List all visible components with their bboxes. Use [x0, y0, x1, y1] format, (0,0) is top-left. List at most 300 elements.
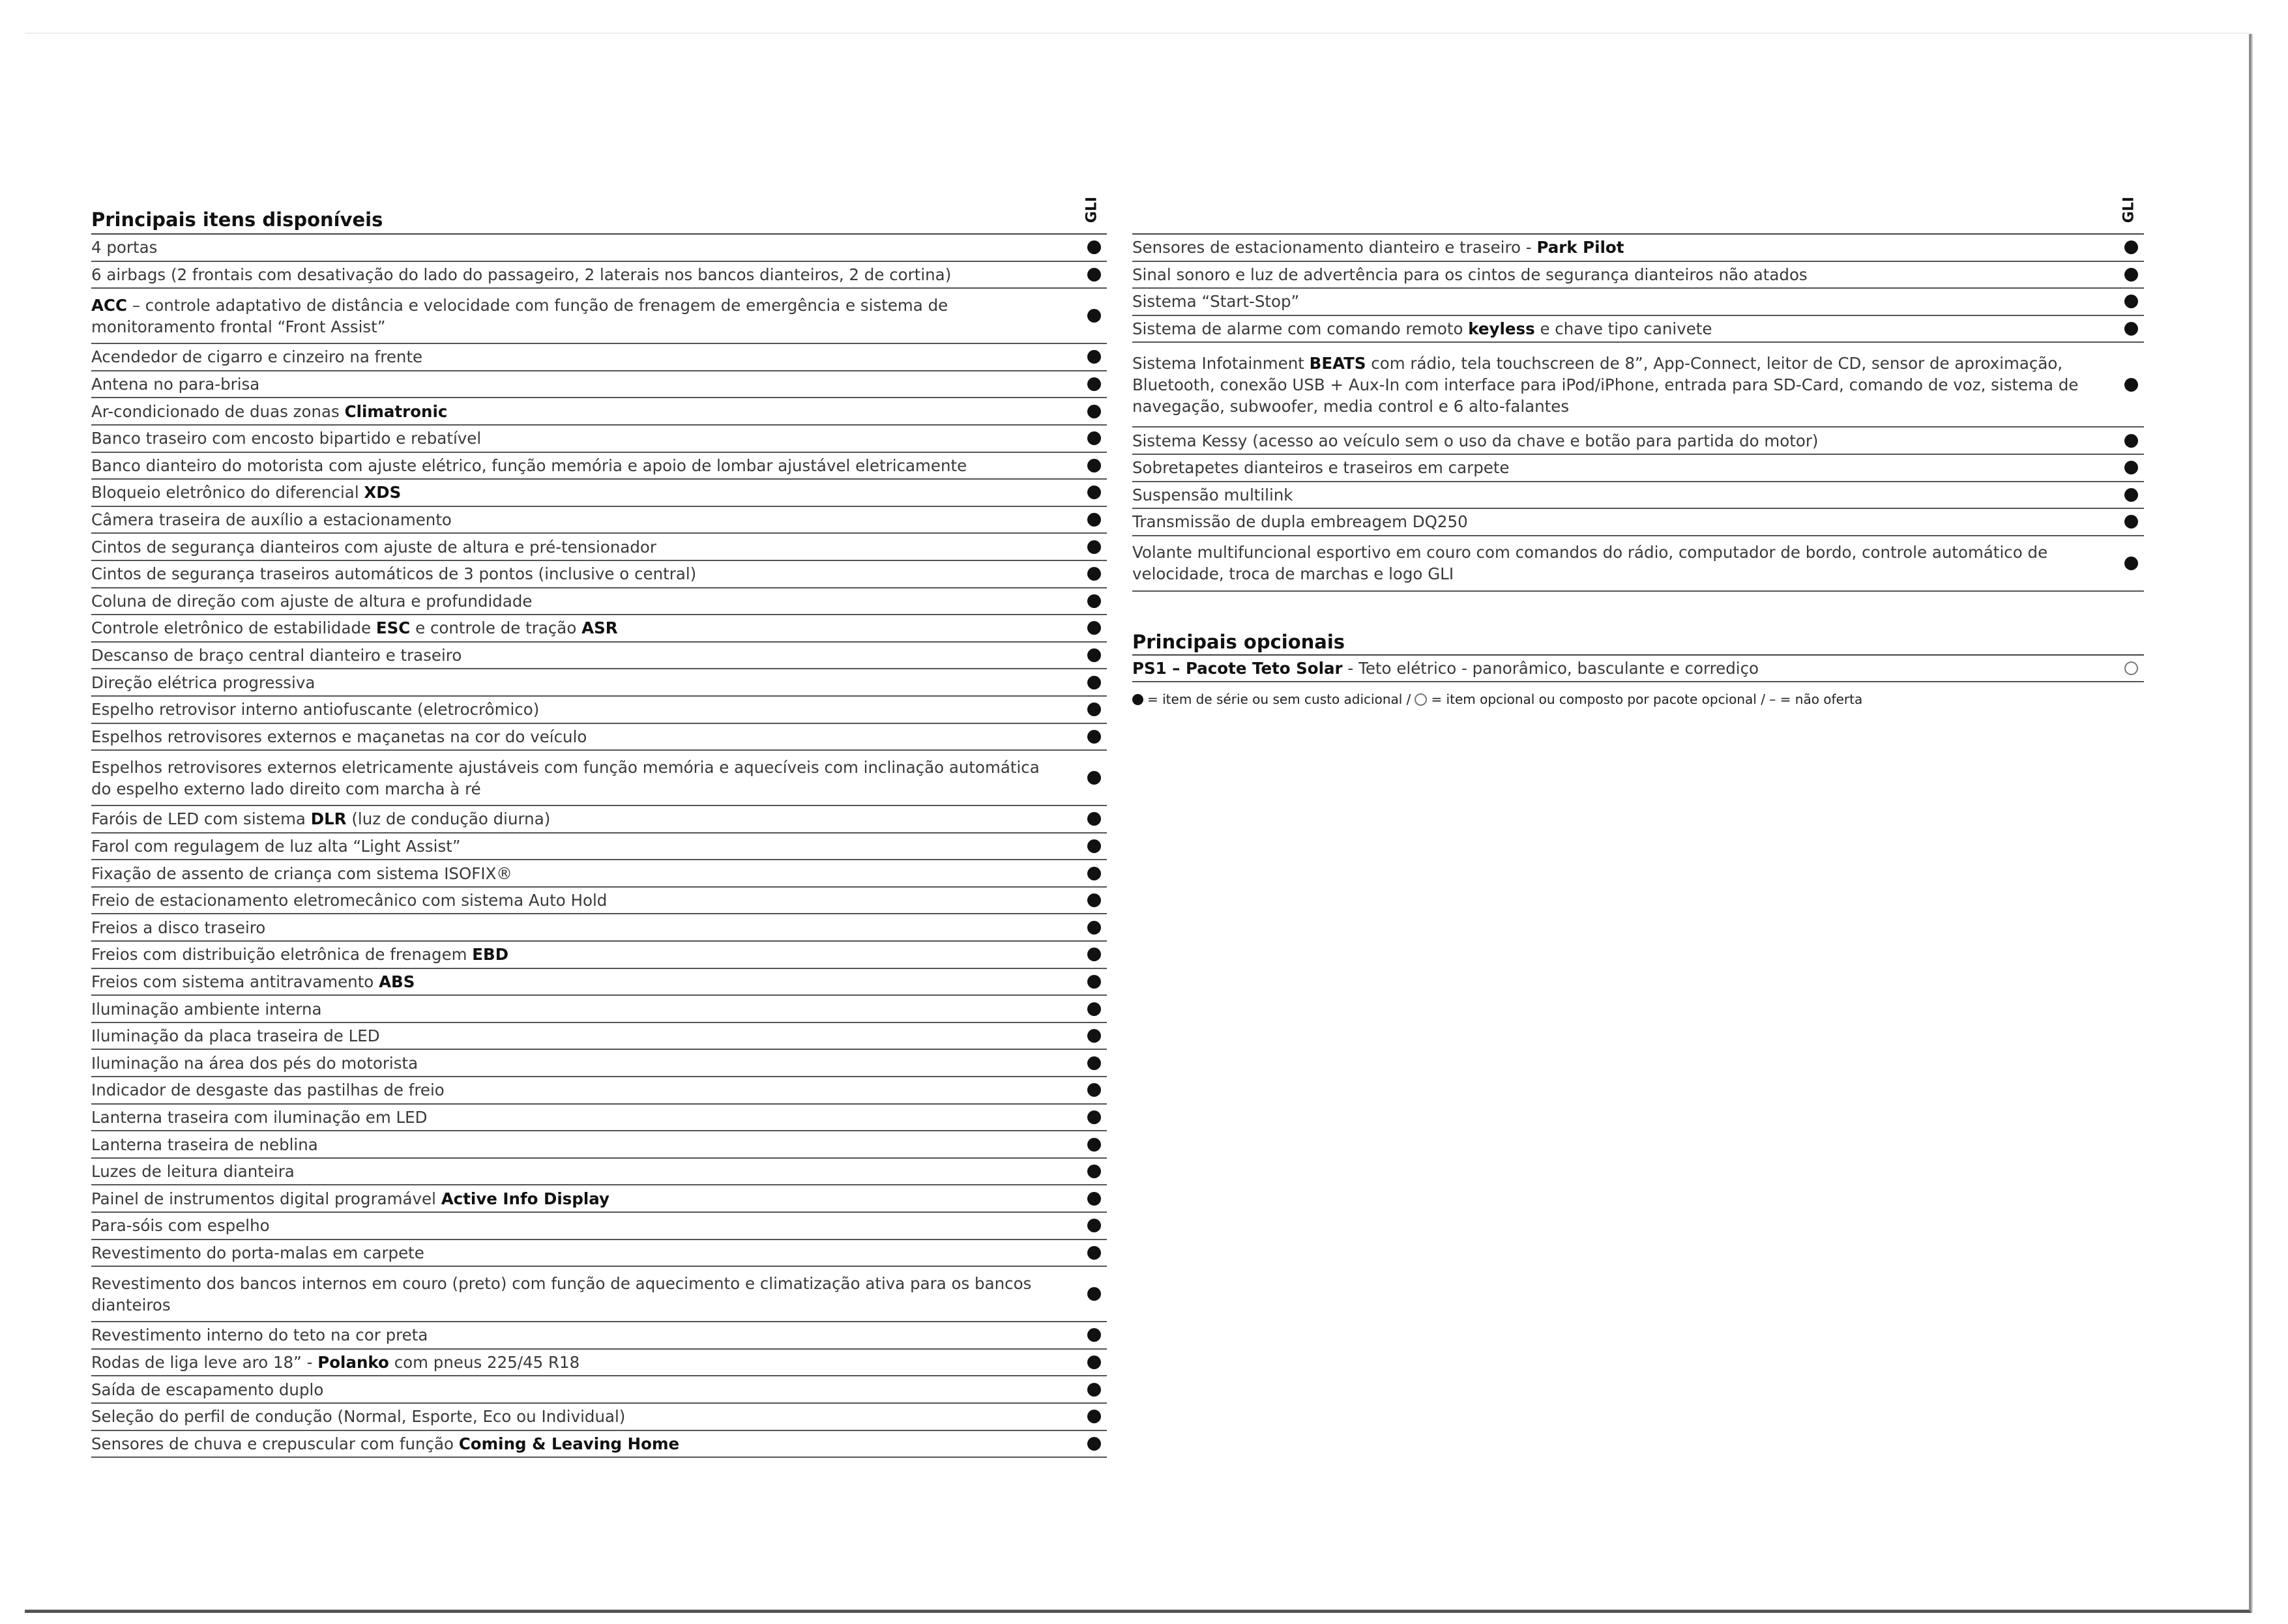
item-description	[91, 480, 1081, 504]
item-text: Câmera traseira de auxílio a estacionamento	[91, 510, 452, 530]
item-text: Freios com distribuição eletrônica de frenagem	[91, 945, 473, 964]
standard-dot-icon	[1087, 377, 1101, 391]
item-highlight: Coming & Leaving Home	[458, 1434, 680, 1453]
item-highlight: DLR	[310, 809, 347, 829]
legend	[1132, 691, 2144, 707]
item-description	[91, 1350, 1081, 1374]
item-description	[91, 970, 1081, 994]
standard-dot-icon	[1087, 1383, 1101, 1397]
feature-row	[1132, 262, 2144, 289]
item-description	[1132, 263, 2118, 287]
item-text: e controle de tração	[410, 618, 582, 638]
feature-row	[91, 1131, 1107, 1159]
standard-dot-icon	[1087, 771, 1101, 785]
item-text: Banco traseiro com encosto bipartido e rebatível	[91, 429, 482, 448]
item-description	[91, 697, 1081, 721]
standard-dot-icon	[2124, 322, 2138, 336]
standard-dot-icon	[1087, 350, 1101, 364]
item-text: 4 portas	[91, 238, 158, 257]
item-description	[91, 1133, 1081, 1157]
availability-cell	[1081, 621, 1107, 635]
item-description	[91, 862, 1081, 886]
standard-dot-icon	[1087, 309, 1101, 323]
feature-row	[91, 507, 1107, 534]
standard-dot-icon	[1087, 513, 1101, 527]
item-text: Faróis de LED com sistema	[91, 809, 311, 829]
standard-dot-icon	[1087, 1287, 1101, 1301]
feature-row	[1132, 455, 2144, 482]
standard-dot-icon	[2124, 240, 2138, 254]
feature-row	[91, 1376, 1107, 1404]
feature-row	[91, 371, 1107, 399]
item-description	[91, 997, 1081, 1021]
standard-dot-icon	[1087, 1437, 1101, 1451]
item-text: Iluminação na área dos pés do motorista	[91, 1053, 418, 1073]
item-highlight: PS1 – Pacote Teto Solar	[1132, 659, 1343, 678]
item-text: Lanterna traseira de neblina	[91, 1135, 318, 1154]
item-description	[91, 942, 1081, 966]
item-description	[91, 1024, 1081, 1048]
standard-items-column	[91, 189, 1107, 1458]
feature-row	[1132, 235, 2144, 262]
item-text: Volante multifuncional esportivo em couro com comandos do rádio, computador de bordo, controle automático de velocidade, troca de marchas e logo GLI	[1132, 543, 2048, 584]
item-description	[1132, 235, 2118, 259]
optionals-list	[1132, 656, 2144, 683]
feature-row	[91, 1077, 1107, 1105]
availability-cell	[1081, 703, 1107, 716]
standard-dot-icon	[2124, 488, 2138, 502]
item-text: Rodas de liga leve aro 18” -	[91, 1353, 318, 1372]
item-text: Sensores de estacionamento dianteiro e traseiro -	[1132, 238, 1537, 257]
item-highlight: ESC	[375, 618, 411, 638]
feature-row	[91, 534, 1107, 561]
item-text: Iluminação da placa traseira de LED	[91, 1026, 380, 1046]
item-highlight: Climatronic	[344, 401, 448, 421]
item-description	[91, 1105, 1081, 1129]
availability-cell	[1081, 350, 1107, 364]
feature-row	[91, 1240, 1107, 1268]
standard-dot-icon	[1087, 431, 1101, 445]
item-description	[91, 1378, 1081, 1402]
item-description	[91, 345, 1081, 369]
item-text: Painel de instrumentos digital programável	[91, 1189, 441, 1208]
standard-dot-icon	[2124, 434, 2138, 448]
availability-cell	[1081, 240, 1107, 254]
item-description	[91, 1271, 1081, 1317]
optionals-header	[1132, 626, 2144, 656]
item-text: Freios com sistema antitravamento	[91, 972, 379, 991]
optional-ring-icon	[2124, 661, 2138, 675]
item-text: Revestimento interno do teto na cor preta	[91, 1326, 428, 1345]
feature-row	[91, 643, 1107, 670]
item-text: com rádio, tela touchscreen de 8”, App-Connect, leitor de CD, sensor de aproximação, Bluetooth, conexão USB + Aux-In com interface para iPod/iPhone, entrada para SD-Card, comando de voz, sistema de navegação, subwoofer, media control e 6 alto-falantes	[1132, 353, 2079, 416]
item-description	[91, 643, 1081, 667]
standard-items-header	[91, 189, 1107, 235]
item-text: Revestimento do porta-malas em carpete	[91, 1243, 424, 1262]
item-highlight: ABS	[379, 972, 415, 991]
item-text: 6 airbags (2 frontais com desativação do lado do passageiro, 2 laterais nos bancos dianteiros, 2 de cortina)	[91, 265, 952, 284]
standard-dot-icon	[2124, 557, 2138, 570]
availability-cell	[1081, 594, 1107, 608]
availability-cell	[1081, 513, 1107, 527]
item-text: Fixação de assento de criança com sistema ISOFIX®	[91, 863, 512, 883]
availability-cell	[1081, 1328, 1107, 1342]
feature-row	[91, 1350, 1107, 1377]
standard-dot-icon	[1087, 1165, 1101, 1178]
availability-cell	[1081, 948, 1107, 961]
availability-cell	[1081, 771, 1107, 785]
availability-cell	[2118, 434, 2144, 448]
feature-row	[91, 235, 1107, 262]
feature-row	[1132, 482, 2144, 510]
feature-row	[91, 480, 1107, 507]
item-description	[91, 616, 1081, 640]
availability-cell	[1081, 405, 1107, 418]
standard-dot-icon	[2124, 268, 2138, 282]
feature-row	[91, 697, 1107, 724]
item-text: Para-sóis com espelho	[91, 1216, 270, 1236]
item-description	[1132, 289, 2118, 313]
feature-row	[91, 615, 1107, 643]
item-text: Sistema Kessy (acesso ao veículo sem o uso da chave e botão para partida do motor)	[1132, 431, 1819, 450]
availability-cell	[1081, 1083, 1107, 1097]
availability-cell	[1081, 459, 1107, 472]
standard-dot-icon	[1087, 1410, 1101, 1423]
standard-dot-icon	[1087, 893, 1101, 907]
item-text: Cintos de segurança traseiros automáticos de 3 pontos (inclusive o central)	[91, 564, 697, 584]
section-title: Principais itens disponíveis	[91, 209, 383, 231]
availability-cell	[2118, 661, 2144, 675]
feature-row	[91, 969, 1107, 996]
availability-cell	[2118, 378, 2144, 392]
availability-cell	[1081, 1056, 1107, 1070]
standard-dot-icon	[1087, 1328, 1101, 1342]
standard-dot-icon	[1087, 1083, 1101, 1097]
availability-cell	[1081, 1029, 1107, 1043]
feature-row	[91, 588, 1107, 616]
availability-cell	[2118, 557, 2144, 570]
item-highlight: XDS	[364, 483, 402, 502]
item-description	[91, 454, 1081, 478]
optional-row	[1132, 656, 2144, 683]
version-column-header: GLI	[2120, 196, 2137, 224]
item-text: com pneus 225/45 R18	[389, 1353, 580, 1372]
item-description	[91, 671, 1081, 695]
standard-dot-icon	[1132, 694, 1143, 705]
availability-cell	[1081, 839, 1107, 853]
item-description	[91, 755, 1081, 801]
item-description	[91, 1323, 1081, 1347]
availability-cell	[1081, 1437, 1107, 1451]
availability-cell	[2118, 515, 2144, 529]
feature-row	[91, 1159, 1107, 1186]
feature-row	[91, 751, 1107, 806]
item-text: Revestimento dos bancos internos em couro (preto) com função de aquecimento e climatização ativa para os bancos dianteiros	[91, 1273, 1032, 1314]
availability-cell	[1081, 1219, 1107, 1232]
feature-row	[91, 289, 1107, 344]
feature-row	[91, 1404, 1107, 1431]
availability-cell	[2118, 322, 2144, 336]
feature-row	[1132, 536, 2144, 592]
standard-dot-icon	[1087, 676, 1101, 689]
item-description	[1132, 429, 2118, 453]
standard-dot-icon	[1087, 703, 1101, 716]
feature-row	[91, 426, 1107, 453]
standard-dot-icon	[1087, 486, 1101, 499]
item-text: Banco dianteiro do motorista com ajuste elétrico, função memória e apoio de lombar ajustável eletricamente	[91, 456, 967, 475]
standard-dot-icon	[1087, 730, 1101, 744]
optionals-title: Principais opcionais	[1132, 630, 1345, 653]
availability-cell	[1081, 676, 1107, 689]
standard-dot-icon	[1087, 540, 1101, 554]
feature-row	[91, 262, 1107, 289]
feature-row	[1132, 428, 2144, 455]
standard-dot-icon	[1087, 1110, 1101, 1124]
item-text: Sensores de chuva e crepuscular com função	[91, 1434, 459, 1453]
item-highlight: EBD	[472, 945, 509, 964]
item-description	[91, 807, 1081, 831]
item-description	[91, 1159, 1081, 1183]
item-description	[91, 426, 1081, 450]
item-text: Lanterna traseira com iluminação em LED	[91, 1107, 428, 1127]
standard-dot-icon	[1087, 1246, 1101, 1260]
item-description	[1132, 510, 2118, 534]
standard-dot-icon	[1087, 459, 1101, 472]
item-text: Bloqueio eletrônico do diferencial	[91, 483, 364, 502]
standard-dot-icon	[1087, 567, 1101, 581]
item-description	[91, 1241, 1081, 1265]
item-description	[91, 562, 1081, 586]
item-text: Freio de estacionamento eletromecânico com sistema Auto Hold	[91, 891, 608, 910]
availability-cell	[2118, 268, 2144, 282]
item-description	[91, 1404, 1081, 1428]
availability-cell	[1081, 893, 1107, 907]
feature-row	[91, 398, 1107, 426]
item-description	[91, 535, 1081, 559]
item-description	[1132, 483, 2118, 507]
standard-dot-icon	[1087, 975, 1101, 989]
feature-row	[91, 1213, 1107, 1240]
standard-dot-icon	[1087, 648, 1101, 662]
item-highlight: Park Pilot	[1536, 238, 1624, 257]
availability-cell	[1081, 377, 1107, 391]
item-description	[91, 1078, 1081, 1102]
item-description	[1132, 540, 2118, 586]
item-text: (luz de condução diurna)	[346, 809, 551, 829]
availability-cell	[1081, 1165, 1107, 1178]
item-highlight: Polanko	[317, 1353, 389, 1372]
standard-dot-icon	[1087, 1002, 1101, 1016]
feature-row	[1132, 289, 2144, 316]
optional-ring-icon	[1415, 693, 1427, 706]
item-text: Seleção do perfil de condução (Normal, Esporte, Eco ou Individual)	[91, 1407, 626, 1427]
standard-dot-icon	[1087, 921, 1101, 935]
legend-optional-text: = item opcional ou composto por pacote opcional / – = não oferta	[1431, 691, 1863, 708]
standard-dot-icon	[1087, 1356, 1101, 1369]
item-text: Cintos de segurança dianteiros com ajuste de altura e pré-tensionador	[91, 537, 656, 557]
availability-cell	[1081, 730, 1107, 744]
standard-dot-icon	[1087, 1138, 1101, 1152]
item-text: - Teto elétrico - panorâmico, basculante e corrediço	[1342, 659, 1759, 678]
feature-row	[1132, 343, 2144, 428]
item-description	[91, 1051, 1081, 1075]
item-description	[1132, 456, 2118, 480]
availability-cell	[1081, 486, 1107, 499]
item-text: Sistema Infotainment	[1132, 353, 1310, 373]
item-text: Saída de escapamento duplo	[91, 1380, 324, 1399]
feature-row	[91, 1185, 1107, 1213]
legend-standard-text: = item de série ou sem custo adicional /	[1147, 691, 1411, 708]
item-description	[91, 1432, 1081, 1456]
feature-row	[91, 1023, 1107, 1051]
standard-dot-icon	[1087, 948, 1101, 961]
standard-dot-icon	[1087, 1029, 1101, 1043]
item-description	[91, 725, 1081, 749]
item-text: Espelhos retrovisores externos e maçanetas na cor do veículo	[91, 727, 587, 746]
availability-cell	[1081, 309, 1107, 323]
feature-row	[91, 942, 1107, 969]
availability-cell	[1081, 1246, 1107, 1260]
availability-cell	[1081, 1410, 1107, 1423]
standard-dot-icon	[1087, 1056, 1101, 1070]
feature-row	[91, 561, 1107, 588]
availability-cell	[1081, 268, 1107, 282]
item-description	[91, 293, 1081, 339]
item-text: Descanso de braço central dianteiro e traseiro	[91, 646, 462, 665]
standard-dot-icon	[1087, 268, 1101, 282]
item-text: Suspensão multilink	[1132, 485, 1293, 504]
standard-dot-icon	[2124, 515, 2138, 529]
feature-row	[91, 1105, 1107, 1132]
availability-cell	[2118, 488, 2144, 502]
feature-row	[91, 806, 1107, 834]
item-text: Luzes de leitura dianteira	[91, 1162, 295, 1182]
standard-items-list	[91, 235, 1107, 1458]
item-text: Sinal sonoro e luz de advertência para os cintos de segurança dianteiros não atados	[1132, 265, 1808, 284]
availability-cell	[2118, 461, 2144, 474]
standard-items-list-continued	[1132, 235, 2144, 592]
item-text: – controle adaptativo de distância e velocidade com função de frenagem de emergência e sistema de monitoramento frontal “Front Assist”	[91, 295, 948, 336]
item-text: Espelhos retrovisores externos eletricamente ajustáveis com função memória e aquecíveis com inclinação automática do espelho externo lado direito com marcha à ré	[91, 757, 1040, 798]
feature-row	[91, 914, 1107, 942]
item-description	[91, 235, 1081, 259]
availability-cell	[1081, 567, 1107, 581]
availability-cell	[1081, 1002, 1107, 1016]
availability-cell	[1081, 1356, 1107, 1369]
item-description	[91, 372, 1081, 396]
item-description	[91, 888, 1081, 912]
item-description	[91, 508, 1081, 532]
item-description	[91, 263, 1081, 287]
item-text: Sistema de alarme com comando remoto	[1132, 319, 1469, 339]
feature-row	[91, 669, 1107, 697]
feature-row	[91, 1050, 1107, 1077]
item-text: Farol com regulagem de luz alta “Light Assist”	[91, 836, 461, 856]
item-text: Coluna de direção com ajuste de altura e profundidade	[91, 591, 533, 611]
feature-row	[91, 860, 1107, 888]
item-description	[91, 916, 1081, 940]
item-text: Iluminação ambiente interna	[91, 999, 322, 1019]
feature-row	[91, 1322, 1107, 1350]
standard-dot-icon	[1087, 594, 1101, 608]
item-text: Acendedor de cigarro e cinzeiro na frente	[91, 347, 423, 367]
availability-cell	[1081, 812, 1107, 826]
availability-cell	[1081, 921, 1107, 935]
feature-row	[1132, 316, 2144, 343]
standard-items-column-continued	[1132, 189, 2144, 707]
standard-dot-icon	[2124, 461, 2138, 474]
availability-cell	[1081, 540, 1107, 554]
item-description	[1132, 317, 2118, 341]
item-text: Ar-condicionado de duas zonas	[91, 401, 345, 421]
feature-row	[91, 996, 1107, 1023]
item-highlight: ASR	[581, 618, 618, 638]
item-highlight: ACC	[91, 295, 127, 315]
item-text: Espelho retrovisor interno antiofuscante (eletrocrômico)	[91, 700, 540, 719]
feature-row	[91, 724, 1107, 751]
item-description	[91, 1187, 1081, 1211]
availability-cell	[1081, 1110, 1107, 1124]
item-description	[1132, 351, 2118, 418]
item-text: e chave tipo canivete	[1534, 319, 1712, 339]
standard-dot-icon	[1087, 1192, 1101, 1206]
standard-dot-icon	[2124, 378, 2138, 392]
feature-row	[91, 1267, 1107, 1322]
standard-dot-icon	[1087, 1219, 1101, 1232]
item-text: Indicador de desgaste das pastilhas de freio	[91, 1080, 445, 1100]
item-highlight: keyless	[1468, 319, 1535, 339]
availability-cell	[1081, 431, 1107, 445]
item-description	[91, 399, 1081, 424]
availability-cell	[1081, 1138, 1107, 1152]
standard-dot-icon	[1087, 812, 1101, 826]
version-column-header: GLI	[1083, 196, 1100, 224]
availability-cell	[1081, 1287, 1107, 1301]
feature-row	[91, 344, 1107, 371]
feature-row	[1132, 509, 2144, 536]
item-description	[1132, 656, 2118, 680]
item-highlight: Active Info Display	[441, 1189, 610, 1208]
item-text: Transmissão de dupla embreagem DQ250	[1132, 512, 1468, 532]
item-text: Antena no para-brisa	[91, 375, 260, 394]
feature-row	[91, 453, 1107, 480]
availability-cell	[1081, 1383, 1107, 1397]
standard-items-header-continued	[1132, 189, 2144, 235]
standard-dot-icon	[1087, 405, 1101, 418]
item-text: Freios a disco traseiro	[91, 918, 266, 937]
item-text: Sistema “Start-Stop”	[1132, 292, 1300, 312]
standard-dot-icon	[1087, 240, 1101, 254]
availability-cell	[1081, 648, 1107, 662]
standard-dot-icon	[1087, 839, 1101, 853]
availability-cell	[2118, 240, 2144, 254]
feature-row	[91, 1431, 1107, 1458]
feature-row	[91, 834, 1107, 861]
standard-dot-icon	[1087, 867, 1101, 880]
availability-cell	[1081, 975, 1107, 989]
item-description	[91, 1213, 1081, 1238]
item-text: Sobretapetes dianteiros e traseiros em carpete	[1132, 458, 1510, 478]
standard-dot-icon	[1087, 621, 1101, 635]
item-text: Controle eletrônico de estabilidade	[91, 618, 376, 638]
item-text: Direção elétrica progressiva	[91, 673, 315, 692]
feature-row	[91, 888, 1107, 915]
availability-cell	[1081, 1192, 1107, 1206]
item-description	[91, 834, 1081, 858]
item-highlight: BEATS	[1309, 353, 1366, 373]
item-description	[91, 589, 1081, 613]
availability-cell	[2118, 295, 2144, 308]
